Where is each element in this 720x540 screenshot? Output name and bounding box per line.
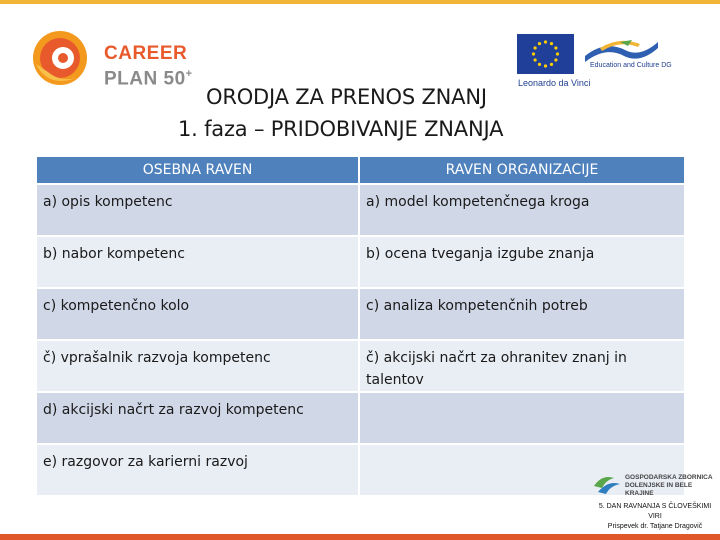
table-cell: č) akcijski načrt za ohranitev znanj in talentov xyxy=(359,340,684,392)
footnote-line1: 5. DAN RAVNANJA S ČLOVEŠKIMI xyxy=(598,503,712,510)
table-header-row xyxy=(37,157,684,184)
eu-flag-icon xyxy=(517,34,574,74)
header-osebna-raven: OSEBNA RAVEN xyxy=(37,157,359,184)
leonardo-label: Leonardo da Vinci xyxy=(518,78,591,88)
table-cell: č) vprašalnik razvoja kompetenc xyxy=(37,340,359,392)
table-cell: a) model kompetenčnega kroga xyxy=(359,184,684,236)
page-title: ORODJA ZA PRENOS ZNANJ xyxy=(206,85,487,109)
career-word: CAREER xyxy=(104,43,188,64)
table-cell: c) kompetenčno kolo xyxy=(37,288,359,340)
header-raven-organizacije: RAVEN ORGANIZACIJE xyxy=(359,157,684,184)
table-cell xyxy=(359,392,684,444)
top-border xyxy=(0,0,720,4)
gz-logo-text xyxy=(625,474,720,498)
page-subtitle: 1. faza – PRIDOBIVANJE ZNANJA xyxy=(178,117,504,141)
table-row xyxy=(37,288,684,340)
gz-line1: GOSPODARSKA ZBORNICA xyxy=(625,474,713,481)
table-cell: b) ocena tveganja izgube znanja xyxy=(359,236,684,288)
footnote xyxy=(590,502,720,532)
career-plan-wordmark xyxy=(104,44,193,89)
tools-table xyxy=(37,157,684,495)
footnote-line3: Prispevek dr. Tatjane Dragovič xyxy=(607,523,703,530)
table-row xyxy=(37,340,684,392)
gz-line2: DOLENJSKE IN BELE KRAJINE xyxy=(625,482,693,497)
footnote-line2: VIRI xyxy=(648,513,662,520)
table-cell: b) nabor kompetenc xyxy=(37,236,359,288)
table-cell: a) opis kompetenc xyxy=(37,184,359,236)
plan-plus: + xyxy=(185,68,193,80)
table-cell: e) razgovor za karierni razvoj xyxy=(37,444,359,495)
table-row xyxy=(37,444,684,495)
table-cell: d) akcijski načrt za razvoj kompetenc xyxy=(37,392,359,444)
education-culture-label: Education and Culture DG xyxy=(590,62,672,69)
table-row xyxy=(37,184,684,236)
bottom-border xyxy=(0,534,720,540)
table-cell: c) analiza kompetenčnih potreb xyxy=(359,288,684,340)
plan-word: PLAN 50 xyxy=(104,68,186,90)
table-row xyxy=(37,236,684,288)
table-row xyxy=(37,392,684,444)
